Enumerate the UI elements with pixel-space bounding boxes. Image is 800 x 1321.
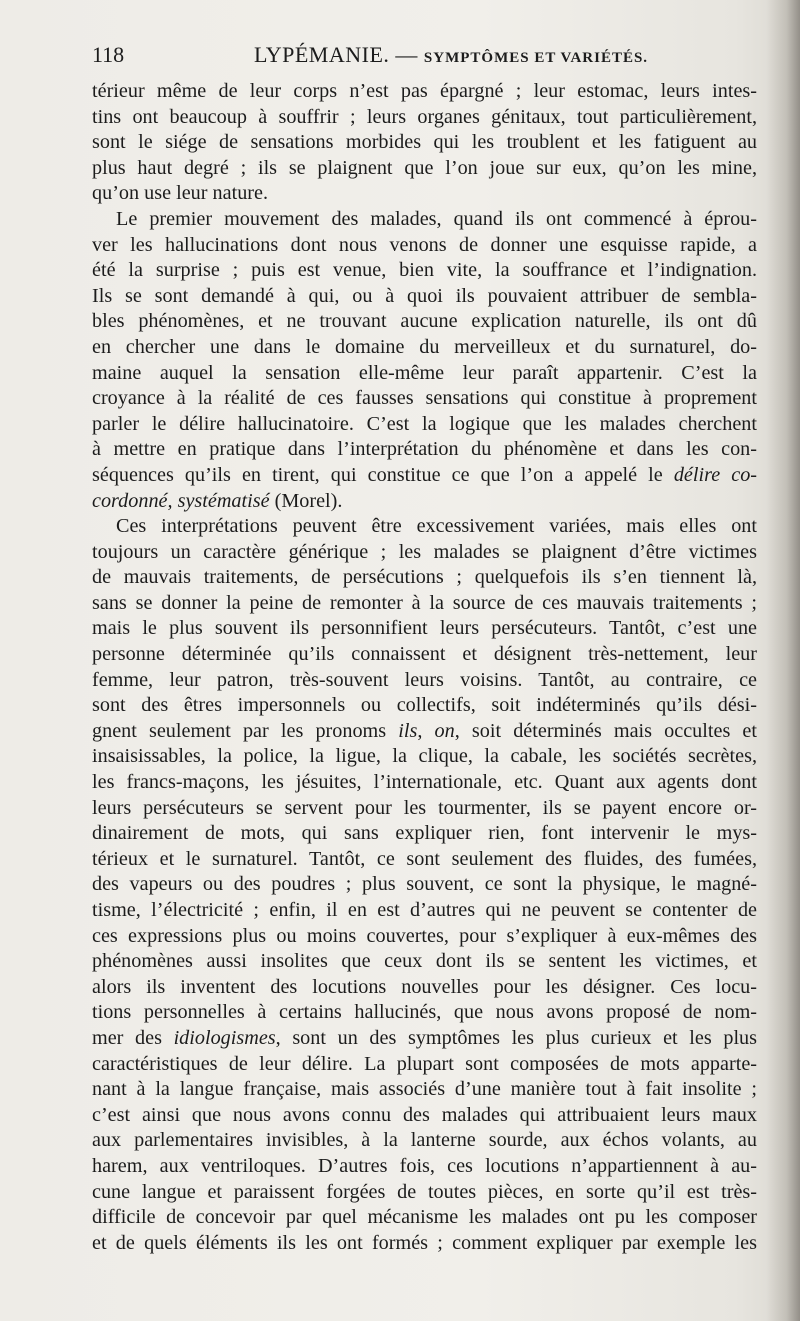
text-line: ces expressions plus ou moins couvertes, pour s’expliquer à eux-mêmes des	[92, 924, 757, 947]
italic-term: ils	[398, 719, 418, 742]
text-segment: , soit déterminés mais occultes et	[454, 719, 758, 742]
text-line	[92, 463, 757, 489]
text-line: Le premier mouvement des malades, quand ils ont commencé à éprou-	[116, 207, 757, 230]
text-line: Ces interprétations peuvent être excessivement variées, mais elles ont	[116, 515, 757, 538]
text-line: mais le plus souvent ils personnifient leurs persécuteurs. Tantôt, c’est une	[92, 617, 757, 640]
text-segment: (Morel).	[269, 489, 343, 512]
text-segment: séquences qu’ils en tirent, qui constitue ce que l’on a appelé le	[92, 463, 663, 486]
italic-term: on	[434, 719, 455, 742]
text-line: croyance à la réalité de ces fausses sensations qui constitue à proprement	[92, 387, 757, 410]
text-line: toujours un caractère générique ; les malades se plaignent d’être victimes	[92, 540, 757, 563]
text-line: les francs-maçons, les jésuites, l’internationale, etc. Quant aux agents dont	[92, 771, 757, 794]
header-dash: —	[395, 42, 418, 67]
text-line: bles phénomènes, et ne trouvant aucune explication naturelle, ils ont dû	[92, 310, 757, 333]
italic-term: cordonné, systématisé	[92, 489, 270, 512]
page-edge-shadow	[766, 0, 800, 1321]
text-line: sans se donner la peine de remonter à la source de ces mauvais traitements ;	[92, 591, 757, 614]
text-line: térieux et le surnaturel. Tantôt, ce sont seulement des fluides, des fumées,	[92, 847, 757, 870]
italic-term: délire co-	[673, 463, 758, 486]
text-line	[92, 1026, 757, 1052]
text-line: des vapeurs ou des poudres ; plus souvent, ce sont la physique, le magné-	[92, 873, 757, 896]
text-line	[92, 719, 757, 745]
text-line: dinairement de mots, qui sans expliquer rien, font intervenir le mys-	[92, 822, 757, 845]
page-number: 118	[92, 42, 125, 67]
text-segment: mer des	[92, 1026, 162, 1049]
text-line: en chercher une dans le domaine du merveilleux et du surnaturel, do-	[92, 335, 757, 358]
text-line: insaisissables, la police, la ligue, la clique, la cabale, les sociétés secrètes,	[92, 745, 757, 768]
text-line: leurs persécuteurs se servent pour les tourmenter, ils se payent encore or-	[92, 796, 757, 819]
text-line: harem, aux ventriloques. D’autres fois, ces locutions n’appartiennent à au-	[92, 1154, 757, 1177]
text-line: maine auquel la sensation elle-même leur paraît appartenir. C’est la	[92, 361, 757, 384]
text-line: nant à la langue française, mais associés d’une manière tout à fait insolite ;	[92, 1078, 757, 1101]
running-title	[254, 42, 648, 68]
text-line: difficile de concevoir par quel mécanisme les malades ont pu les composer	[92, 1206, 757, 1229]
text-line: été la surprise ; puis est venue, bien vite, la souffrance et l’indignation.	[92, 259, 757, 282]
text-line: parler le délire hallucinatoire. C’est la logique que les malades cherchent	[92, 412, 757, 435]
text-line: c’est ainsi que nous avons connu des malades qui attribuaient leurs maux	[92, 1103, 757, 1126]
text-line: de mauvais traitements, de persécutions ; quelquefois ils s’en tiennent là,	[92, 566, 757, 589]
text-line: Ils se sont demandé à qui, ou à quoi ils pouvaient attribuer de sembla-	[92, 284, 757, 307]
text-line	[92, 489, 757, 515]
running-header	[92, 42, 757, 74]
header-title: LYPÉMANIE.	[254, 42, 390, 67]
text-line: tions personnelles à certains hallucinés, que nous avons proposé de nom-	[92, 1001, 757, 1024]
text-line: sont des êtres impersonnels ou collectifs, soit indéterminés qu’ils dési-	[92, 694, 757, 717]
text-line: cune langue et paraissent forgées de toutes pièces, en sorte qu’il est très-	[92, 1180, 757, 1203]
text-line: femme, leur patron, très-souvent leurs voisins. Tantôt, au contraire, ce	[92, 668, 757, 691]
text-line: et de quels éléments ils les ont formés ; comment expliquer par exemple les	[92, 1231, 757, 1254]
header-subtitle: SYMPTÔMES ET VARIÉTÉS.	[423, 50, 649, 66]
text-line: personne déterminée qu’ils connaissent et désignent très-nettement, leur	[92, 643, 757, 666]
text-line: térieur même de leur corps n’est pas épargné ; leur estomac, leurs intes-	[92, 80, 757, 102]
text-segment: , sont un des symptômes les plus curieux et les plus	[275, 1026, 758, 1049]
text-line: caractéristiques de leur délire. La plupart sont composées de mots apparte-	[92, 1052, 757, 1075]
text-segment: gnent seulement par les pronoms	[92, 719, 387, 742]
text-segment: ,	[417, 719, 435, 742]
text-line: tisme, l’électricité ; enfin, il en est d’autres qui ne peuvent se contenter de	[92, 899, 757, 921]
text-line: tins ont beaucoup à souffrir ; leurs organes génitaux, tout particulièrement,	[92, 105, 757, 128]
text-line: phénomènes aussi insolites que ceux dont ils se sentent les victimes, et	[92, 950, 757, 973]
text-line: alors ils inventent des locutions nouvelles pour les désigner. Ces locu-	[92, 975, 757, 998]
italic-term: idiologismes	[173, 1026, 276, 1049]
text-line: à mettre en pratique dans l’interprétation du phénomène et dans les con-	[92, 438, 757, 461]
page-body-text	[92, 79, 757, 1256]
text-line: sont le siége de sensations morbides qui les troublent et les fatiguent au	[92, 131, 757, 154]
text-line: aux parlementaires invisibles, à la lanterne sourde, aux échos volants, au	[92, 1129, 757, 1152]
text-line: plus haut degré ; ils se plaignent que l’on joue sur eux, qu’on les mine,	[92, 156, 757, 179]
text-line: ver les hallucinations dont nous venons de donner une esquisse rapide, a	[92, 233, 757, 256]
text-line: qu’on use leur nature.	[92, 182, 269, 205]
